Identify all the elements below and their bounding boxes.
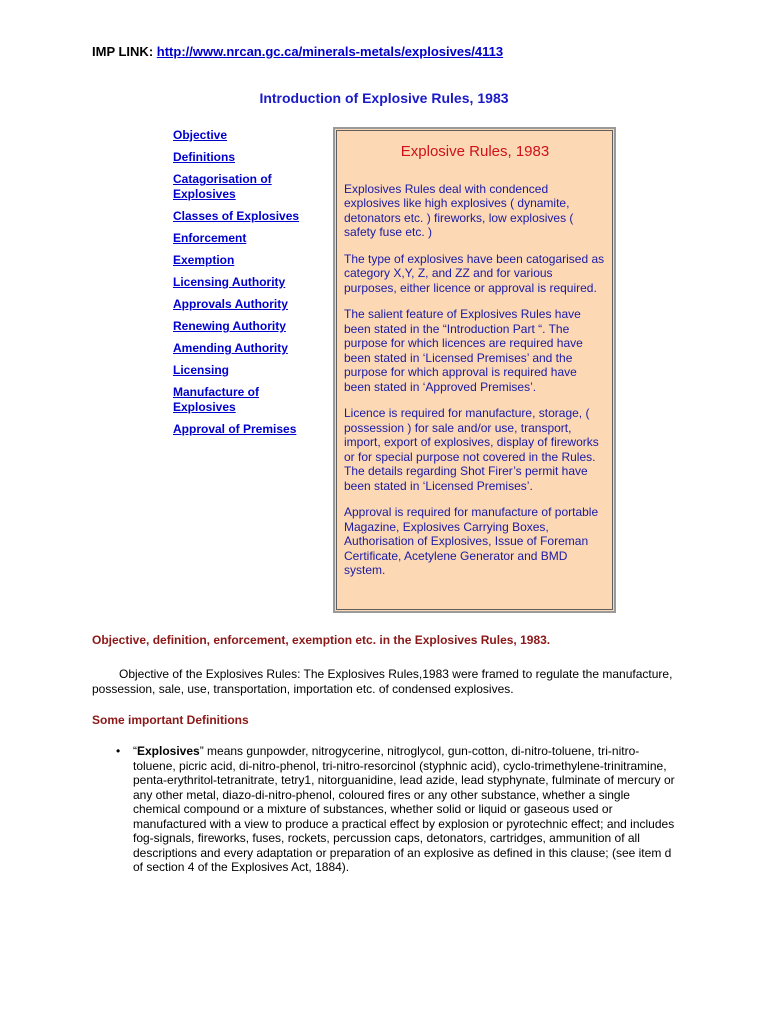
nav-link-catagorisation[interactable]: Catagorisation of Explosives — [173, 172, 272, 201]
bullet-icon: • — [116, 744, 121, 758]
nav-link-approvals-authority[interactable]: Approvals Authority — [173, 297, 288, 311]
nav-link-renewing-authority[interactable]: Renewing Authority — [173, 319, 286, 333]
explosive-rules-summary-box — [333, 127, 616, 613]
objective-paragraph: Objective of the Explosives Rules: The Explosives Rules,1983 were framed to regulate the manufacture, possession, sale, use, transportation, importation etc. of condensed explosives. — [92, 667, 673, 696]
imp-link-label: IMP LINK: — [92, 44, 154, 59]
section-heading-objective: Objective, definition, enforcement, exemption etc. in the Explosives Rules, 1983. — [92, 633, 551, 647]
section-heading-definitions: Some important Definitions — [92, 713, 249, 727]
definition-open-quote: “ — [133, 744, 137, 758]
box-paragraph: Explosives Rules deal with condenced explosives like high explosives ( dynamite, detonators etc. ) fireworks, low explosives ( safety fuse etc. ) — [344, 181, 574, 239]
definitions-list — [92, 744, 677, 875]
nav-link-exemption[interactable]: Exemption — [173, 253, 235, 267]
nav-link-manufacture[interactable]: Manufacture of Explosives — [173, 385, 260, 414]
imp-link-line — [92, 44, 503, 59]
nav-link-objective[interactable]: Objective — [173, 128, 228, 142]
box-paragraph: The salient feature of Explosives Rules have been stated in the “Introduction Part “. The purpose for which licences are required have been stated in ‘Licensed Premises’ and the purpose for which approval is required have been stated in ‘Approved Premises’. — [344, 307, 583, 394]
definition-term: Explosives — [137, 744, 200, 758]
nav-link-amending-authority[interactable]: Amending Authority — [173, 341, 288, 355]
nav-link-licensing-authority[interactable]: Licensing Authority — [173, 275, 286, 289]
definition-text: ” means gunpowder, nitrogycerine, nitroglycol, gun-cotton, di-nitro-toluene, tri-nitro-toluene, picric acid, di-nitro-phenol, tri-nitro-resorcinol (styphnic acid), cyclo-trimethylene-trinitramine, penta-erythritol-tetranitrate, tetry1, nitorguanidine, lead azide, lead styphynate, fulminate of mercury or any other metal, diazo-di-nitro-phenol, coloured fires or any other substance, whether a single chemical compound or a mixture of substances, whether solid or liquid or gaseous used or manufactured with a view to produce a practical effect by explosion or pyrotechnic effect; and includes fog-signals, fireworks, fuses, rockets, percussion caps, detonators, cartridges, ammunition of all descriptions and every adaptation or preparation of an explosive as defined in this clause; (see item d of section 4 of the Explosives Act, 1884). — [133, 744, 675, 874]
nav-link-licensing[interactable]: Licensing — [173, 363, 230, 377]
page-title-text: Introduction of Explosive Rules, — [259, 90, 474, 106]
page-title-year: 1983 — [477, 90, 509, 106]
topic-nav — [173, 128, 323, 444]
nav-link-definitions[interactable]: Definitions — [173, 150, 235, 164]
nav-link-enforcement[interactable]: Enforcement — [173, 231, 247, 245]
box-title: Explosive Rules, 1983 — [400, 143, 550, 160]
nav-link-classes[interactable]: Classes of Explosives — [173, 209, 300, 223]
nav-link-approval-of-premises[interactable]: Approval of Premises — [173, 422, 297, 436]
box-paragraph: Approval is required for manufacture of portable Magazine, Explosives Carrying Boxes, Authorisation of Explosives, Issue of Foreman Certificate, Acetylene Generator and BMD system. — [344, 505, 599, 577]
list-item — [92, 744, 677, 875]
imp-link-url[interactable]: http://www.nrcan.gc.ca/minerals-metals/explosives/4113 — [156, 44, 504, 59]
box-paragraph: The type of explosives have been catogarised as category X,Y, Z, and ZZ and for various purposes, either licence or approval is required. — [344, 251, 605, 295]
box-paragraph: Licence is required for manufacture, storage, ( possession ) for sale and/or use, transport, import, export of explosives, display of fireworks or for special purpose not covered in the Rules. The details regarding Shot Firer’s permit have been stated in ‘Licensed Premises’. — [344, 406, 599, 493]
page-title — [0, 90, 768, 106]
